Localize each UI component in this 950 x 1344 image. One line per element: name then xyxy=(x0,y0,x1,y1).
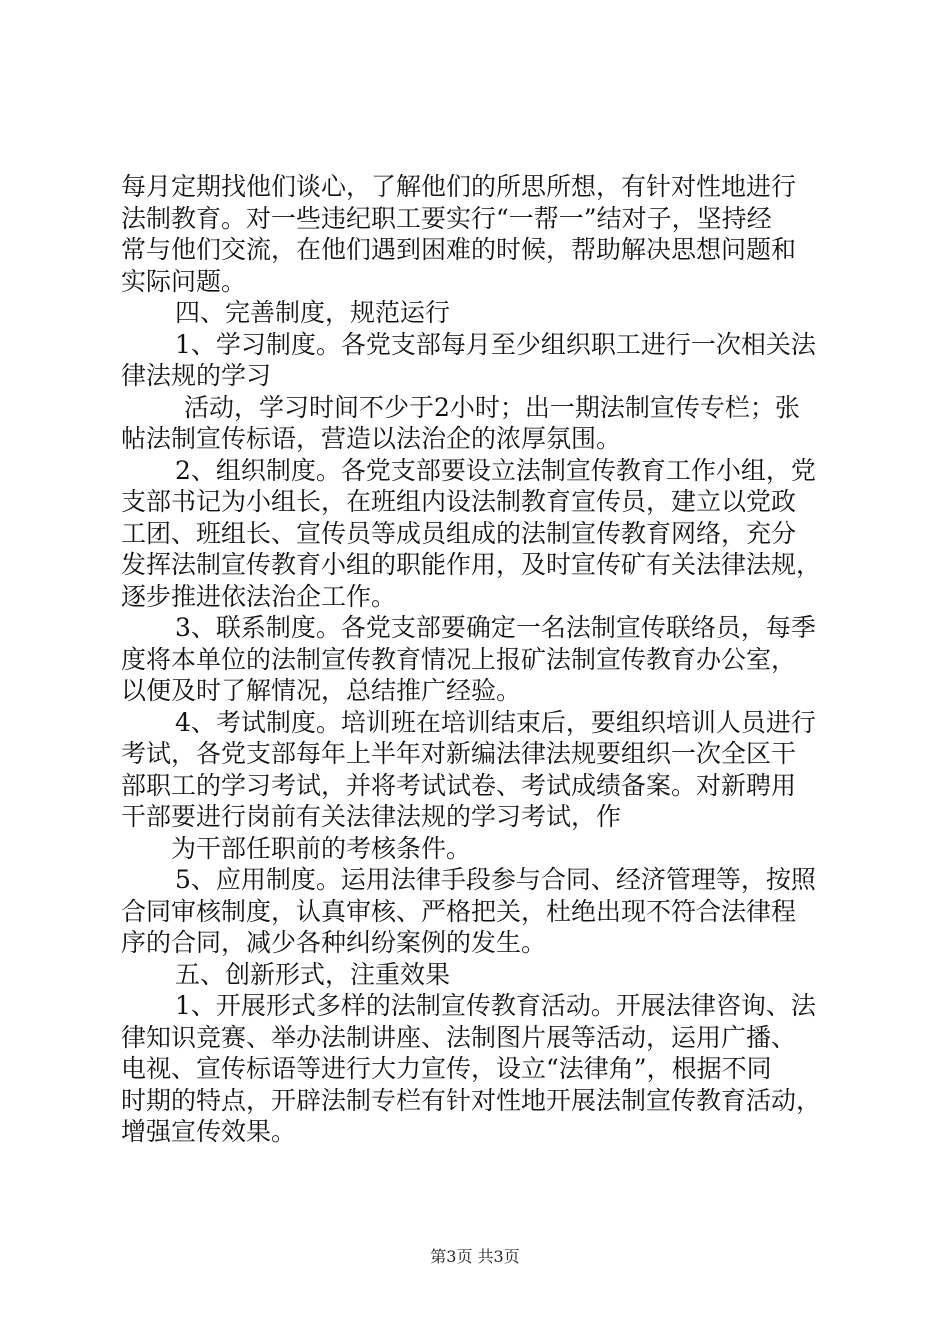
page-number: 第3页 共3页 xyxy=(430,1247,520,1266)
text-line: 5、应用制度。运用法律手段参与合同、经济管理等，按照 xyxy=(175,865,816,894)
text-line: 每月定期找他们谈心，了解他们的所思所想，有针对性地进行 xyxy=(121,172,797,201)
text-line: 活动，学习时间不少于2小时；出一期法制宣传专栏；张 xyxy=(184,392,800,422)
text-line: 增强宣传效果。 xyxy=(121,1117,297,1146)
text-line: 发挥法制宣传教育小组的职能作用，及时宣传矿有关法律法规， xyxy=(121,550,822,579)
text-line: 4、考试制度。培训班在培训结束后，要组织培训人员进行 xyxy=(175,707,816,737)
text-line: 实际问题。 xyxy=(121,266,247,296)
text-line: 1、学习制度。各党支部每月至少组织职工进行一次相关法 xyxy=(175,329,816,359)
text-line: 法制教育。对一些违纪职工要实行“一帮一”结对子，坚持经 xyxy=(121,203,772,233)
text-line: 逐步推进依法治企工作。 xyxy=(121,581,397,611)
section-heading: 五、创新形式，注重效果 xyxy=(175,959,451,989)
text-line: 度将本单位的法制宣传教育情况上报矿法制宣传教育办公室， xyxy=(121,644,797,674)
text-line: 工团、班组长、宣传员等成员组成的法制宣传教育网络，充分 xyxy=(121,518,797,548)
text-line: 序的合同，减少各种纠纷案例的发生。 xyxy=(121,928,547,957)
text-line: 为干部任职前的考核条件。 xyxy=(171,833,472,863)
text-line: 合同审核制度，认真审核、严格把关，杜绝出现不符合法律程 xyxy=(121,896,797,926)
text-line: 部职工的学习考试，并将考试试卷、考试成绩备案。对新聘用 xyxy=(121,770,797,800)
text-line: 帖法制宣传标语，营造以法治企的浓厚氛围。 xyxy=(121,424,622,453)
section-heading: 四、完善制度，规范运行 xyxy=(175,298,451,327)
text-line: 以便及时了解情况，总结推广经验。 xyxy=(121,676,522,705)
text-line: 2、组织制度。各党支部要设立法制宣传教育工作小组，党 xyxy=(175,455,816,485)
text-line: 常与他们交流，在他们遇到困难的时候，帮助解决思想问题和 xyxy=(121,235,797,264)
text-line: 时期的特点，开辟法制专栏有针对性地开展法制宣传教育活动， xyxy=(121,1085,822,1115)
document-body xyxy=(121,171,841,1148)
text-line: 电视、宣传标语等进行大力宣传，设立“法律角”，根据不同 xyxy=(121,1054,772,1083)
text-line: 3、联系制度。各党支部要确定一名法制宣传联络员，每季 xyxy=(175,613,816,642)
text-line: 干部要进行岗前有关法律法规的学习考试，作 xyxy=(121,802,622,831)
text-line: 1、开展形式多样的法制宣传教育活动。开展法律咨询、法 xyxy=(175,991,816,1020)
text-line: 考试，各党支部每年上半年对新编法律法规要组织一次全区干 xyxy=(121,739,797,768)
text-line: 支部书记为小组长，在班组内设法制教育宣传员，建立以党政 xyxy=(121,487,797,516)
text-line: 律知识竞赛、举办法制讲座、法制图片展等活动，运用广播、 xyxy=(121,1022,797,1052)
text-line: 律法规的学习 xyxy=(121,361,272,390)
